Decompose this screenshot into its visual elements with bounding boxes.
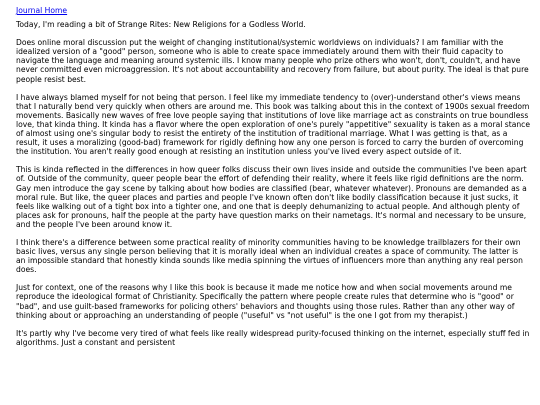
paragraph-purity-thinking: It's partly why I've become very tired of what feels like really widespread purity-focused thinking on the internet, especially stuff fed in algorithms. Just a constant and persistent: [16, 328, 530, 347]
paragraph-online-moral-discussion: Does online moral discussion put the weight of changing institutional/systemic worldviews on individuals? I am familiar with the idealized version of a "good" person, someone who is able to create space immediately around them with their fluid capacity to navigate the language and meaning around systemic ills. I know many people who prize others who won't, don't, couldn't, and have never committed even microaggression. It's not about accountability and recovery from failure, but about purity. The ideal is that pure people resist best.: [16, 38, 529, 84]
paragraph-minority-communities: I think there's a difference between some practical reality of minority communities having to be knowledge trailblazers for their own basic lives, versus any single person believing that it is morally ideal when an individual creates a space of community. The latter is an impossible standard that honestly kinda sounds like media spinning the virtues of influencers more than anything any real person does.: [16, 237, 523, 275]
journal-home-link[interactable]: Journal Home: [16, 6, 68, 15]
paragraph-intro: Today, I'm reading a bit of Strange Rites: New Religions for a Godless World.: [16, 20, 306, 30]
paragraph-self-blame: I have always blamed myself for not being that person. I feel like my immediate tendency to (over)-understand other's views means that I naturally bend very quickly when others are around me. This book was talking about this in the context of 1900s sexual freedom movements. Basically new waves of free love people saying that institutions of love like marriage act as constraints on true boundless love, that kinda thing. It kinda has a flavor where the open exploration of one's purely "appetitive" sexuality is taken as a moral stance of almost using one's singular body to resist the entirety of the institution of traditional marriage. What I was getting is that, as a result, it uses a moralizing (good-bad) framework for rigidly defining how any one person is forced to carry the burden of overcoming the institution. You aren't really good enough at resisting an institution unless you've lived every aspect outside of it.: [16, 92, 531, 157]
journal-entry: [16, 6, 530, 356]
paragraph-book-context: Just for context, one of the reasons why I like this book is because it made me notice how and when social movements around me reproduce the ideological format of Christianity. Specifically the pattern where people create rules that determine who is "good" or "bad", and use guilt-based frameworks for policing others' behaviors and thoughts using those rules. Rather than any other way of thinking about or approaching an understanding of people ("useful" vs "not useful" is the one I got from my therapist.): [16, 283, 515, 320]
paragraph-queer-communities: This is kinda reflected in the differences in how queer folks discuss their own lives inside and outside the communities I've been apart of. Outside of the community, queer people bear the effort of defending their reality, where it feels like rigid definitions are the norm. Gay men introduce the gay scene by talking about how bodies are classified (bear, whatever whatever). Pronouns are demanded as a moral rule. But like, the queer places and parties and people I've known often don't like bodily classification because it just sucks, it feels like walking out of a tight box into a tighter one, and one that is deeply dehumanizing to actual people. And although plenty of places ask for pronouns, half the people at the party have question marks on their nametags. It's normal and necessary to be unsure, and the people I've been around know it.: [16, 165, 527, 229]
